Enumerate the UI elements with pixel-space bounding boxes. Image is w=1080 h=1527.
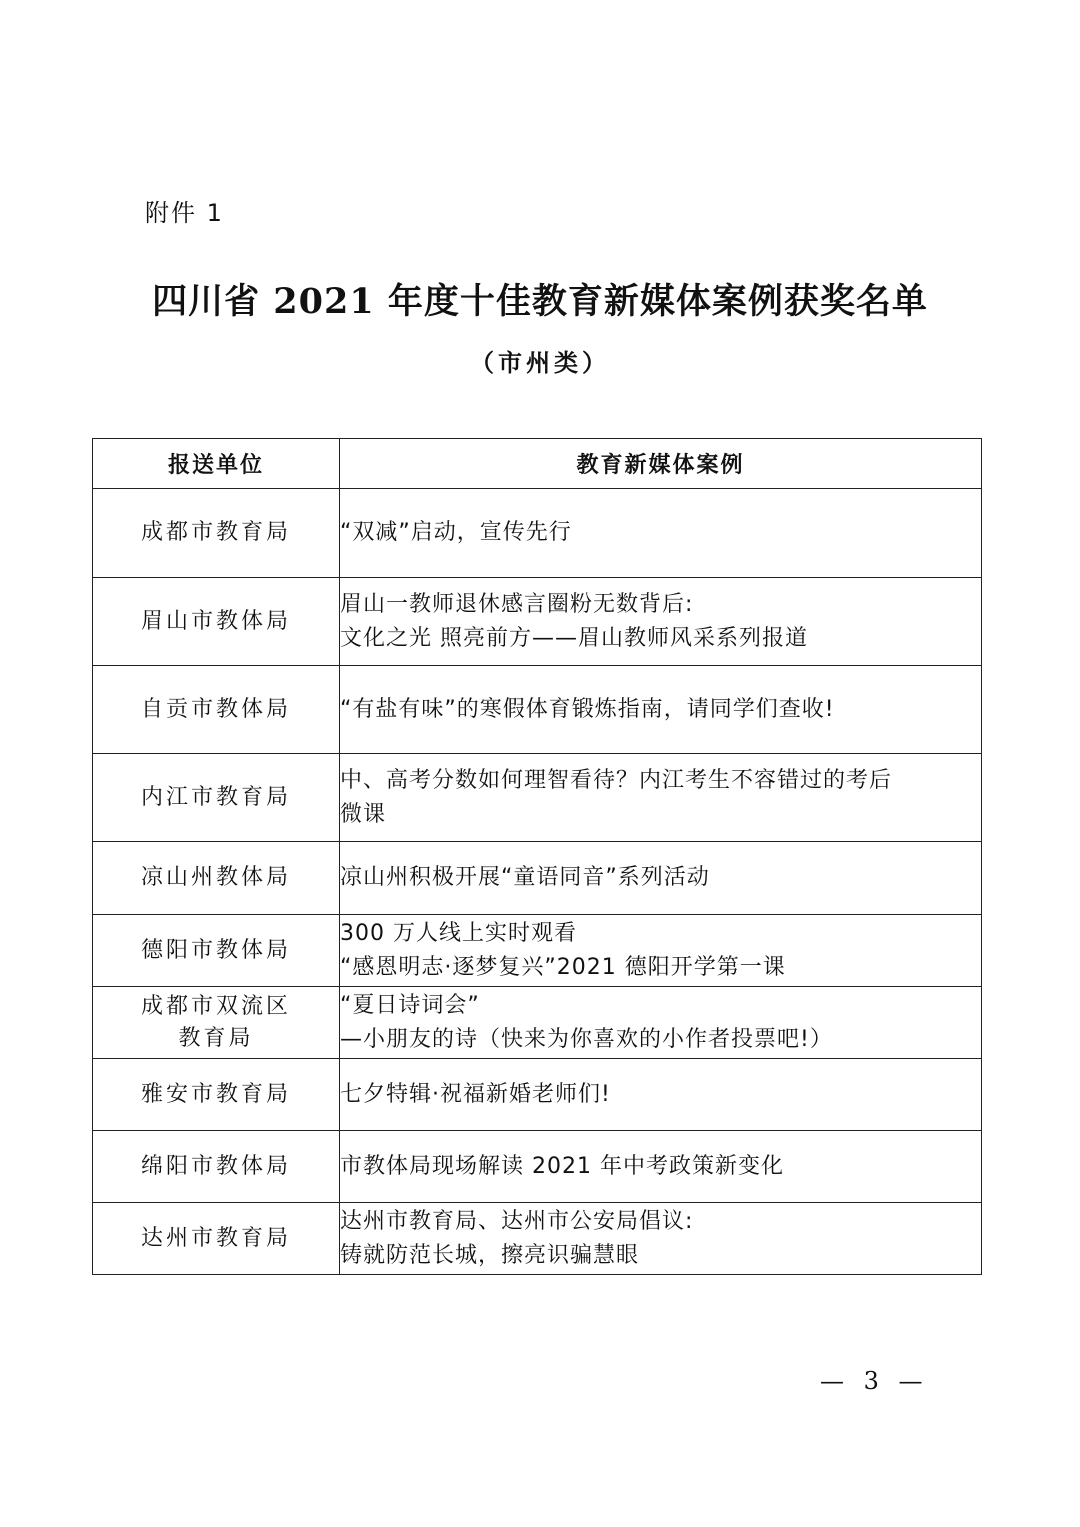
case-text: “夏日诗词会” — [340, 992, 480, 1018]
table-row — [93, 578, 982, 666]
unit-cell — [93, 987, 340, 1059]
page-number: — 3 — — [820, 1367, 929, 1395]
table-row — [93, 666, 982, 754]
case-text: “有盐有味”的寒假体育锻炼指南，请同学们查收! — [340, 696, 835, 722]
table-row — [93, 489, 982, 578]
case-cell — [340, 1131, 982, 1203]
case-text: 中、高考分数如何理智看待？内江考生不容错过的考后 — [340, 767, 893, 793]
table-row — [93, 842, 982, 915]
unit-text: 绵阳市教体局 — [140, 1153, 291, 1179]
unit-cell — [93, 842, 340, 915]
header-unit: 报送单位 — [93, 439, 340, 489]
table-row — [93, 1131, 982, 1203]
document-subtitle: （市州类） — [470, 349, 610, 377]
table-row — [93, 1059, 982, 1131]
case-cell — [340, 915, 982, 987]
unit-text: 教育局 — [178, 1025, 254, 1051]
case-text: 七夕特辑·祝福新婚老师们! — [340, 1081, 611, 1107]
case-cell — [340, 1059, 982, 1131]
unit-text: 雅安市教育局 — [140, 1081, 291, 1107]
unit-text: 眉山市教体局 — [140, 608, 291, 634]
unit-text: 内江市教育局 — [140, 784, 291, 810]
case-cell — [340, 489, 982, 578]
awards-table — [92, 438, 982, 1275]
table-header-row — [93, 439, 982, 489]
unit-cell — [93, 578, 340, 666]
case-text: 达州市教育局、达州市公安局倡议: — [340, 1208, 694, 1234]
table-row — [93, 987, 982, 1059]
case-cell — [340, 578, 982, 666]
case-cell — [340, 842, 982, 915]
case-text: 市教体局现场解读 2021 年中考政策新变化 — [340, 1153, 784, 1179]
unit-text: 凉山州教体局 — [140, 865, 291, 890]
unit-cell — [93, 754, 340, 842]
case-text: “感恩明志·逐梦复兴”2021 德阳开学第一课 — [340, 954, 786, 980]
unit-cell — [93, 1131, 340, 1203]
case-text: “双减”启动，宣传先行 — [340, 520, 572, 545]
unit-text: 成都市教育局 — [140, 520, 291, 545]
document-title: 四川省 2021 年度十佳教育新媒体案例获奖名单 — [152, 281, 928, 322]
case-text: 微课 — [340, 801, 387, 827]
table-row — [93, 1203, 982, 1275]
unit-text: 德阳市教体局 — [140, 937, 291, 963]
case-cell — [340, 666, 982, 754]
table-row — [93, 915, 982, 987]
unit-text: 自贡市教体局 — [140, 696, 291, 722]
attachment-label: 附件 1 — [145, 199, 224, 227]
case-text: 300 万人线上实时观看 — [340, 920, 577, 946]
unit-cell — [93, 489, 340, 578]
table-row — [93, 754, 982, 842]
unit-text: 成都市双流区 — [140, 993, 291, 1019]
header-case: 教育新媒体案例 — [340, 439, 982, 489]
case-text: 眉山一教师退休感言圈粉无数背后: — [340, 591, 694, 617]
unit-cell — [93, 1059, 340, 1131]
case-text: 凉山州积极开展“童语同音”系列活动 — [340, 865, 710, 890]
unit-cell — [93, 666, 340, 754]
case-text: —小朋友的诗（快来为你喜欢的小作者投票吧!） — [340, 1026, 833, 1052]
case-text: 文化之光 照亮前方——眉山教师风采系列报道 — [340, 625, 808, 651]
unit-cell — [93, 1203, 340, 1275]
unit-cell — [93, 915, 340, 987]
case-cell — [340, 754, 982, 842]
unit-text: 达州市教育局 — [140, 1225, 291, 1251]
case-cell — [340, 987, 982, 1059]
case-text: 铸就防范长城，擦亮识骗慧眼 — [340, 1242, 640, 1268]
case-cell — [340, 1203, 982, 1275]
